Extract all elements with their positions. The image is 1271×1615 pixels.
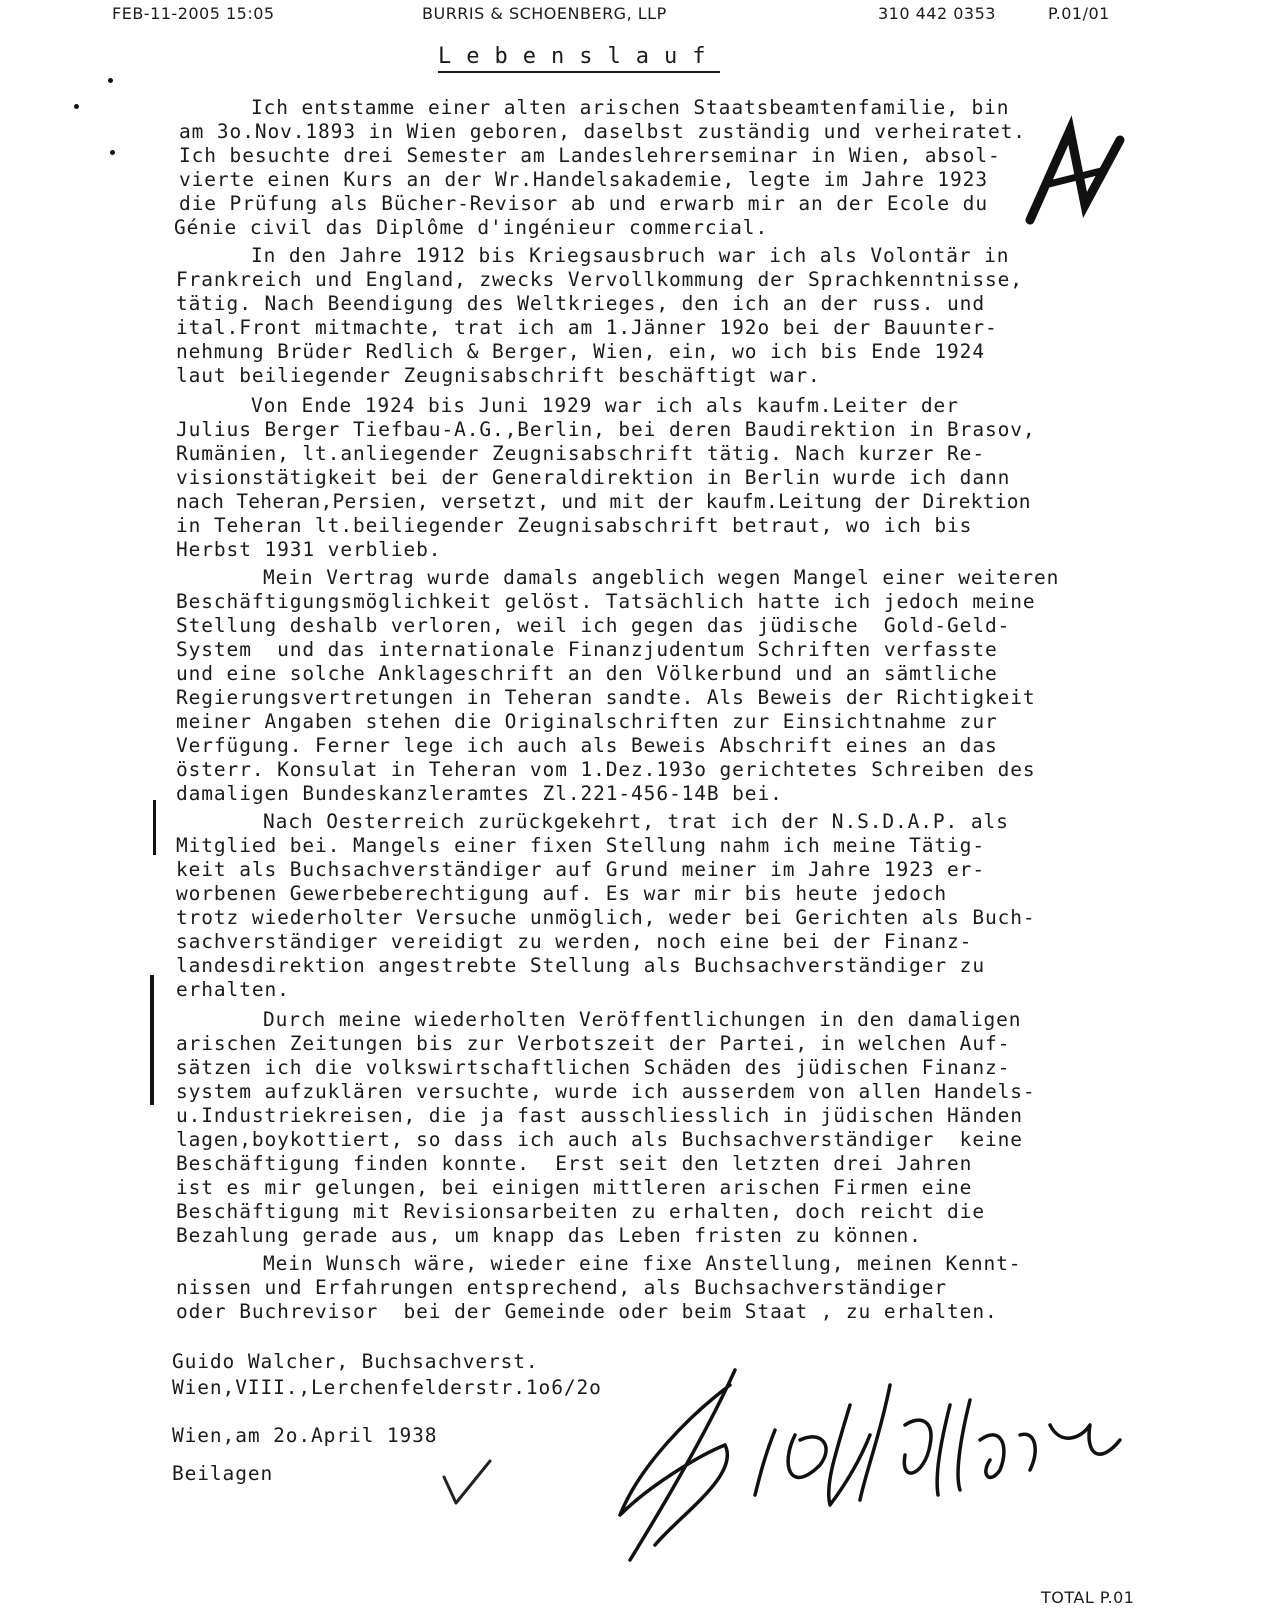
margin-stroke-mark	[150, 975, 154, 1105]
handwritten-initials-mark	[1010, 110, 1140, 240]
body-line: Mitglied bei. Mangels einer fixen Stellung nahm ich meine Tätig-	[176, 834, 985, 857]
scan-speck	[74, 104, 79, 109]
body-line: Nach Oesterreich zurückgekehrt, trat ich der N.S.D.A.P. als	[263, 810, 1009, 833]
body-line: Stellung deshalb verloren, weil ich gegen das jüdische Gold-Geld-	[176, 614, 1011, 637]
body-line: damaligen Bundeskanzleramtes Zl.221-456-14B bei.	[176, 782, 783, 805]
body-line: Regierungsvertretungen in Teheran sandte. Als Beweis der Richtigkeit	[176, 686, 1036, 709]
body-line: sätzen ich die volkswirtschaftlichen Schäden des jüdischen Finanz-	[176, 1056, 1011, 1079]
body-line: Beschäftigung finden konnte. Erst seit den letzten drei Jahren	[176, 1152, 973, 1175]
body-line: ital.Front mitmachte, trat ich am 1.Jänner 192o bei der Bauunter-	[176, 316, 998, 339]
body-line: laut beiliegender Zeugnisabschrift beschäftigt war.	[176, 364, 821, 387]
body-line: Von Ende 1924 bis Juni 1929 war ich als kaufm.Leiter der	[251, 394, 959, 417]
body-line: sachverständiger vereidigt zu werden, noch eine bei der Finanz-	[176, 930, 973, 953]
body-line: meiner Angaben stehen die Originalschriften zur Einsichtnahme zur	[176, 710, 998, 733]
body-line: ist es mir gelungen, bei einigen mittleren arischen Firmen eine	[176, 1176, 973, 1199]
body-line: In den Jahre 1912 bis Kriegsausbruch war ich als Volontär in	[251, 244, 1010, 267]
body-line: Bezahlung gerade aus, um knapp das Leben fristen zu können.	[176, 1224, 922, 1247]
body-line: Julius Berger Tiefbau-A.G.,Berlin, bei deren Baudirektion in Brasov,	[176, 418, 1036, 441]
body-line: nissen und Erfahrungen entsprechend, als Buchsachverständiger	[176, 1276, 948, 1299]
body-line: die Prüfung als Bücher-Revisor ab und erwarb mir an der Ecole du	[179, 192, 988, 215]
body-line: Beschäftigungsmöglichkeit gelöst. Tatsächlich hatte ich jedoch meine	[176, 590, 1036, 613]
fax-number: 310 442 0353	[878, 4, 996, 23]
sender-name-line: Guido Walcher, Buchsachverst.	[172, 1350, 539, 1373]
body-line: Herbst 1931 verblieb.	[176, 538, 442, 561]
body-line: Mein Wunsch wäre, wieder eine fixe Anstellung, meinen Kennt-	[263, 1252, 1022, 1275]
handwritten-checkmark-icon	[438, 1455, 498, 1510]
document-title: Lebenslauf	[438, 44, 720, 73]
body-line: visionstätigkeit bei der Generaldirektion in Berlin wurde ich dann	[176, 466, 1011, 489]
body-line: erhalten.	[176, 978, 290, 1001]
body-line: Durch meine wiederholten Veröffentlichungen in den damaligen	[263, 1008, 1022, 1031]
body-line: vierte einen Kurs an der Wr.Handelsakademie, legte im Jahre 1923	[179, 168, 988, 191]
body-line: keit als Buchsachverständiger auf Grund meiner im Jahre 1923 er-	[176, 858, 985, 881]
body-line: österr. Konsulat in Teheran vom 1.Dez.193o gerichtetes Schreiben des	[176, 758, 1036, 781]
body-line: lagen,boykottiert, so dass ich auch als Buchsachverständiger keine	[176, 1128, 1023, 1151]
body-line: tätig. Nach Beendigung des Weltkrieges, den ich an der russ. und	[176, 292, 985, 315]
enclosures-label: Beilagen	[172, 1462, 274, 1485]
scan-speck	[108, 78, 113, 83]
scan-speck	[110, 150, 115, 155]
body-line: Rumänien, lt.anliegender Zeugnisabschrift tätig. Nach kurzer Re-	[176, 442, 985, 465]
body-line: Génie civil das Diplôme d'ingénieur commercial.	[174, 216, 769, 239]
fax-header	[0, 4, 1271, 26]
fax-total-pages: TOTAL P.01	[1041, 1588, 1135, 1607]
body-line: landesdirektion angestrebte Stellung als Buchsachverständiger zu	[176, 954, 985, 977]
fax-sender: BURRIS & SCHOENBERG, LLP	[422, 4, 667, 23]
body-line: Verfügung. Ferner lege ich auch als Beweis Abschrift eines an das	[176, 734, 998, 757]
body-line: worbenen Gewerbeberechtigung auf. Es war mir bis heute jedoch	[176, 882, 948, 905]
body-line: Ich entstamme einer alten arischen Staatsbeamtenfamilie, bin	[251, 96, 1010, 119]
body-line: trotz wiederholter Versuche unmöglich, weder bei Gerichten als Buch-	[176, 906, 1036, 929]
body-line: Beschäftigung mit Revisionsarbeiten zu erhalten, doch reicht die	[176, 1200, 985, 1223]
body-line: nehmung Brüder Redlich & Berger, Wien, ein, wo ich bis Ende 1924	[176, 340, 985, 363]
place-date-line: Wien,am 2o.April 1938	[172, 1424, 438, 1447]
fax-date-time: FEB-11-2005 15:05	[112, 4, 275, 23]
body-line: system aufzuklären versuchte, wurde ich ausserdem von allen Handels-	[176, 1080, 1036, 1103]
body-line: in Teheran lt.beiliegender Zeugnisabschrift betraut, wo ich bis	[176, 514, 973, 537]
body-line: nach Teheran,Persien, versetzt, und mit der kaufm.Leitung der Direktion	[176, 490, 1031, 513]
body-line: u.Industriekreisen, die ja fast ausschliesslich in jüdischen Händen	[176, 1104, 1023, 1127]
body-line: arischen Zeitungen bis zur Verbotszeit der Partei, in welchen Auf-	[176, 1032, 1011, 1055]
body-line: am 3o.Nov.1893 in Wien geboren, daselbst zuständig und verheiratet.	[179, 120, 1026, 143]
body-line: System und das internationale Finanzjudentum Schriften verfasste	[176, 638, 998, 661]
handwritten-signature	[560, 1345, 1180, 1575]
body-line: oder Buchrevisor bei der Gemeinde oder beim Staat , zu erhalten.	[176, 1300, 998, 1323]
fax-page-number: P.01/01	[1048, 4, 1110, 23]
body-line: und eine solche Anklageschrift an den Völkerbund und an sämtliche	[176, 662, 998, 685]
sender-address-line: Wien,VIII.,Lerchenfelderstr.1o6/2o	[172, 1376, 602, 1399]
margin-stroke-mark	[153, 800, 156, 855]
body-line: Frankreich und England, zwecks Vervollkommung der Sprachkenntnisse,	[176, 268, 1023, 291]
body-line: Mein Vertrag wurde damals angeblich wegen Mangel einer weiteren	[263, 566, 1060, 589]
body-line: Ich besuchte drei Semester am Landeslehrerseminar in Wien, absol-	[179, 144, 1001, 167]
